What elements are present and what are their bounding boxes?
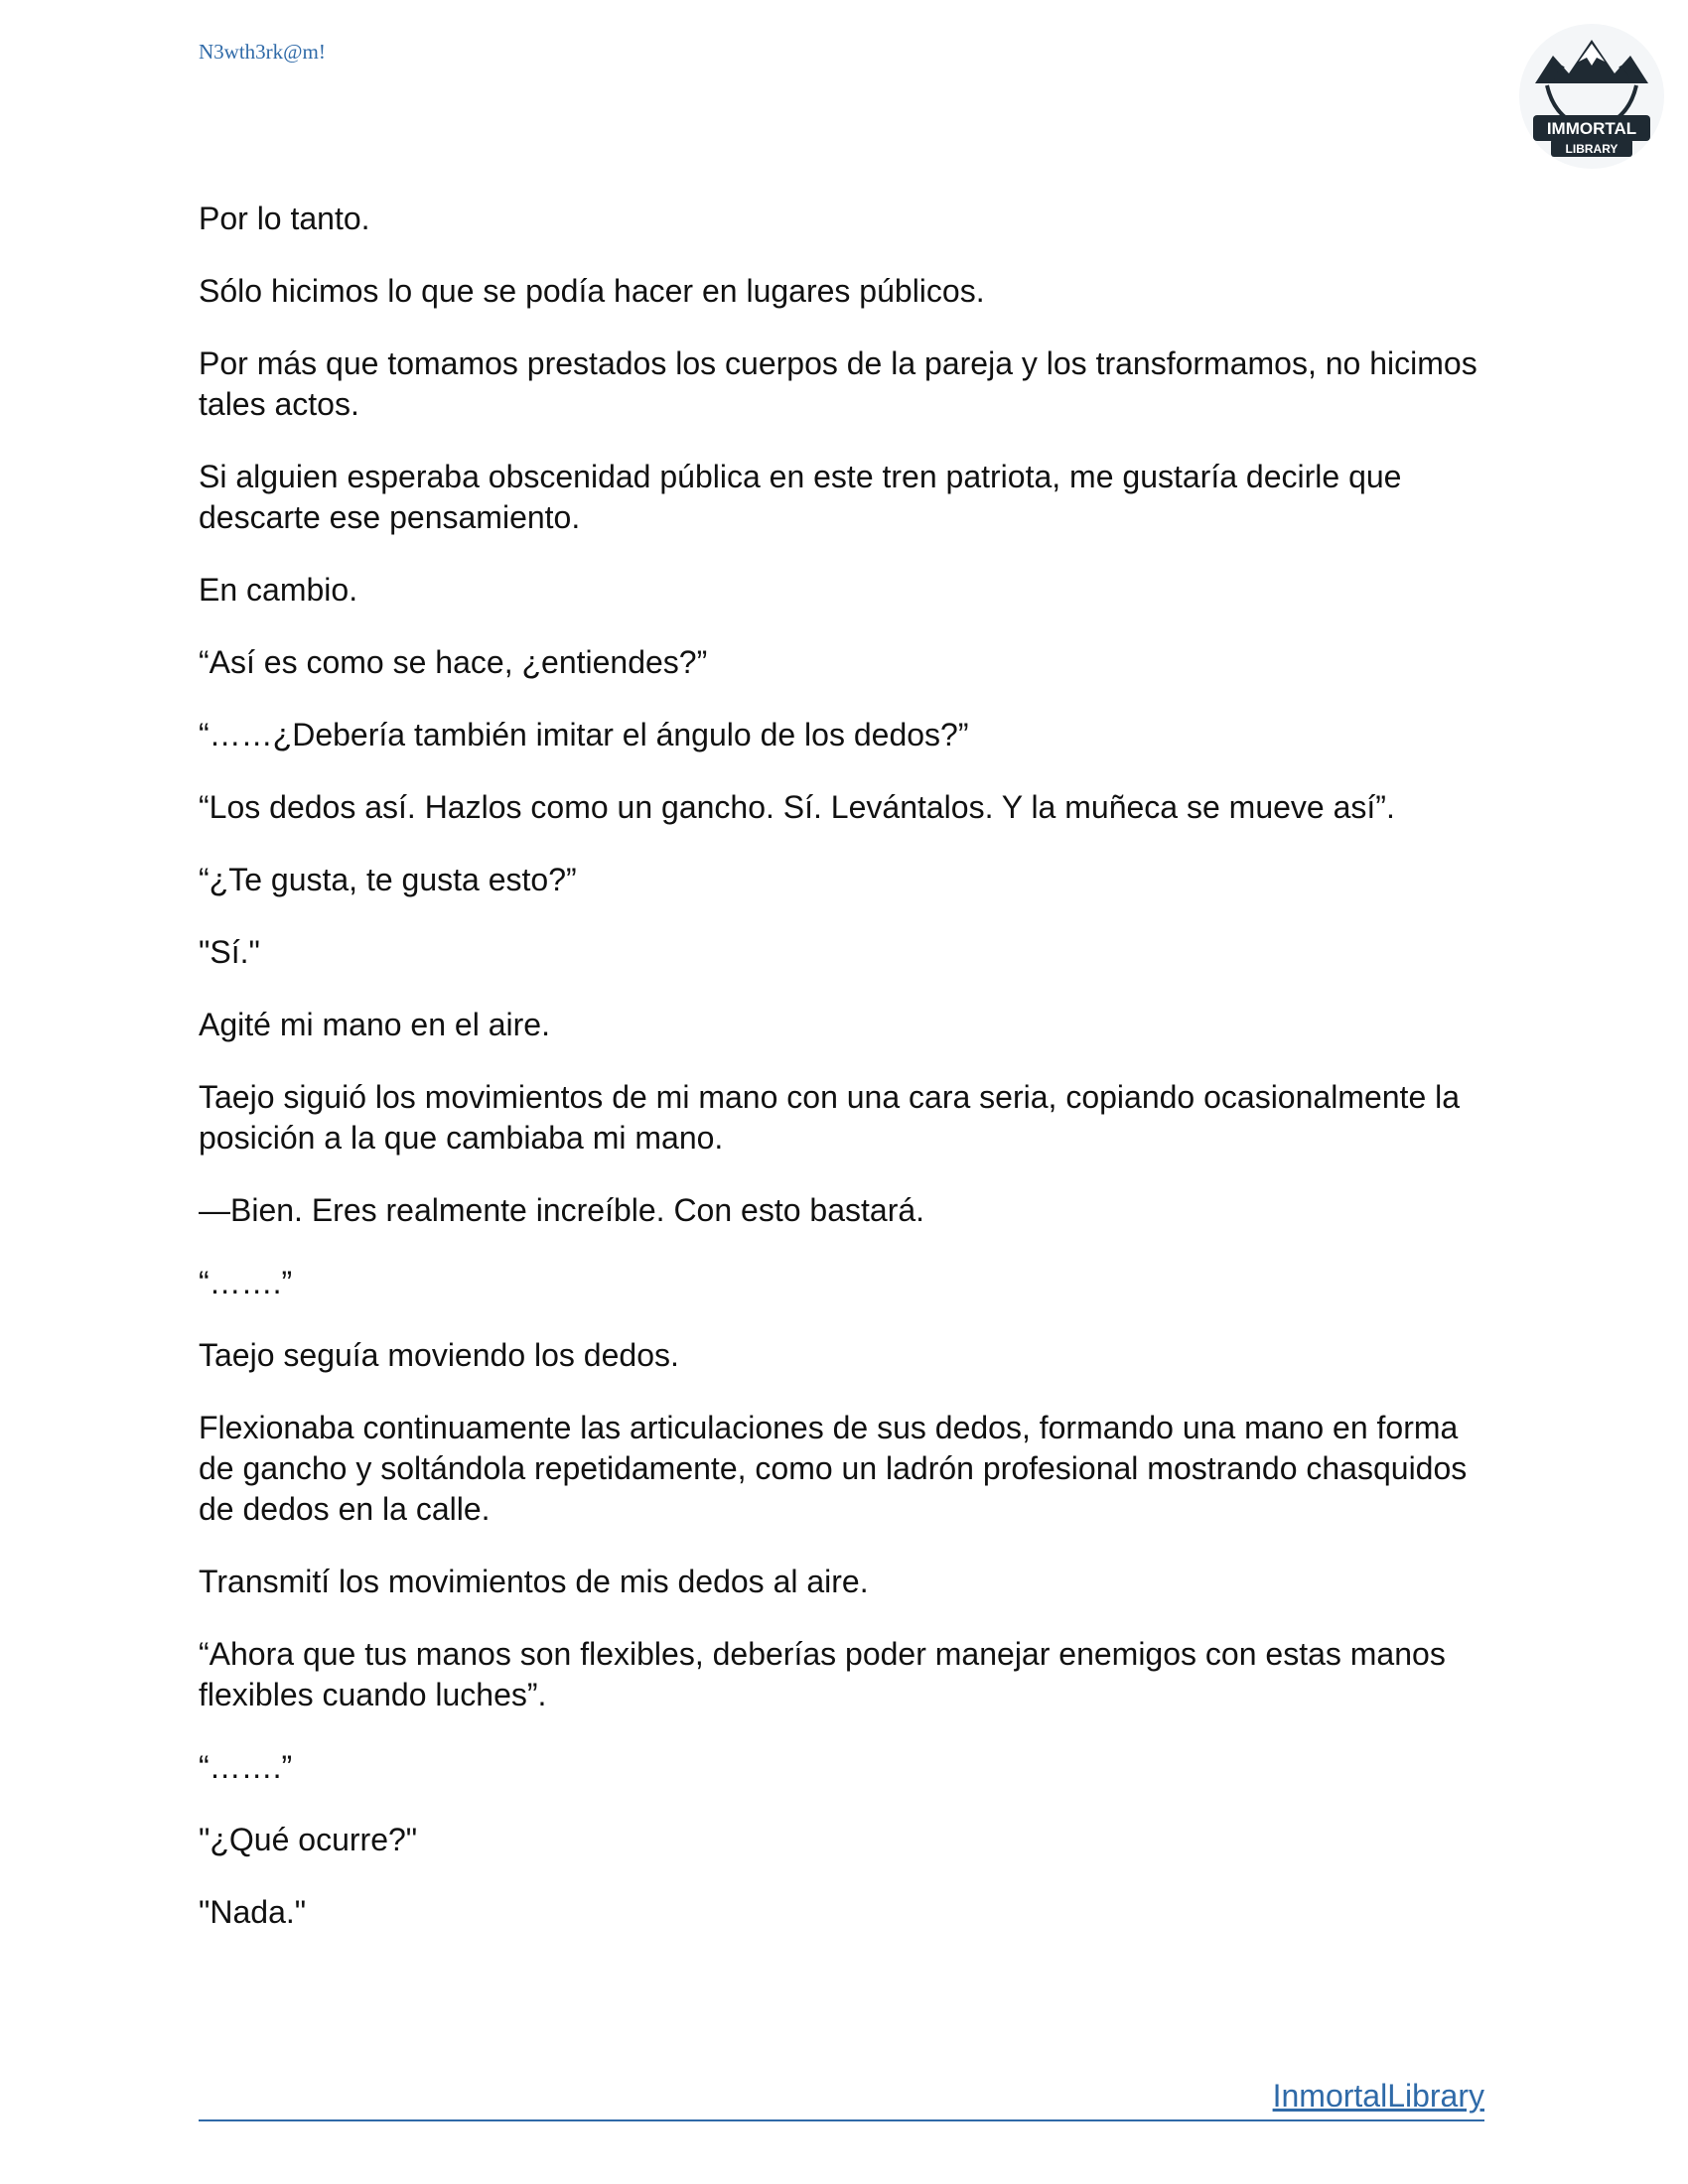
paragraph: “Así es como se hace, ¿entiendes?” <box>199 644 708 680</box>
paragraph: "Nada." <box>199 1894 307 1930</box>
header-watermark: N3wth3rk@m! <box>199 40 326 64</box>
paragraph: Por más que tomamos prestados los cuerpos de la pareja y los transformamos, no hicimos tales actos. <box>199 345 1477 422</box>
logo-text-line1: IMMORTAL <box>1546 119 1637 138</box>
dragon-mountain-emblem-icon <box>1517 22 1666 171</box>
footer-link[interactable]: InmortalLibrary <box>1272 2078 1484 2114</box>
document-body <box>199 199 1499 1965</box>
immortal-library-logo <box>1517 22 1666 171</box>
paragraph: “……¿Debería también imitar el ángulo de los dedos?” <box>199 717 969 752</box>
paragraph: Sólo hicimos lo que se podía hacer en lugares públicos. <box>199 273 985 309</box>
paragraph: “Los dedos así. Hazlos como un gancho. Sí. Levántalos. Y la muñeca se mueve así”. <box>199 789 1395 825</box>
paragraph: Por lo tanto. <box>199 201 370 236</box>
paragraph: “Ahora que tus manos son flexibles, deberías poder manejar enemigos con estas manos flexibles cuando luches”. <box>199 1636 1446 1712</box>
paragraph: Agité mi mano en el aire. <box>199 1007 550 1042</box>
paragraph: "Sí." <box>199 934 260 970</box>
paragraph: —Bien. Eres realmente increíble. Con esto bastará. <box>199 1192 925 1228</box>
paragraph: “¿Te gusta, te gusta esto?” <box>199 862 577 897</box>
paragraph: “…….” <box>199 1265 293 1300</box>
paragraph: En cambio. <box>199 572 358 608</box>
paragraph: Si alguien esperaba obscenidad pública en este tren patriota, me gustaría decirle que descarte ese pensamiento. <box>199 459 1402 535</box>
paragraph: Taejo seguía moviendo los dedos. <box>199 1337 679 1373</box>
paragraph: Taejo siguió los movimientos de mi mano con una cara seria, copiando ocasionalmente la posición a la que cambiaba mi mano. <box>199 1079 1461 1156</box>
paragraph: “…….” <box>199 1749 293 1785</box>
logo-text-line2: LIBRARY <box>1565 142 1618 156</box>
paragraph: "¿Qué ocurre?" <box>199 1822 418 1857</box>
page-footer <box>199 2078 1484 2121</box>
paragraph: Transmití los movimientos de mis dedos al aire. <box>199 1564 869 1599</box>
paragraph: Flexionaba continuamente las articulaciones de sus dedos, formando una mano en forma de gancho y soltándola repetidamente, como un ladrón profesional mostrando chasquidos de dedos en la calle. <box>199 1410 1468 1527</box>
